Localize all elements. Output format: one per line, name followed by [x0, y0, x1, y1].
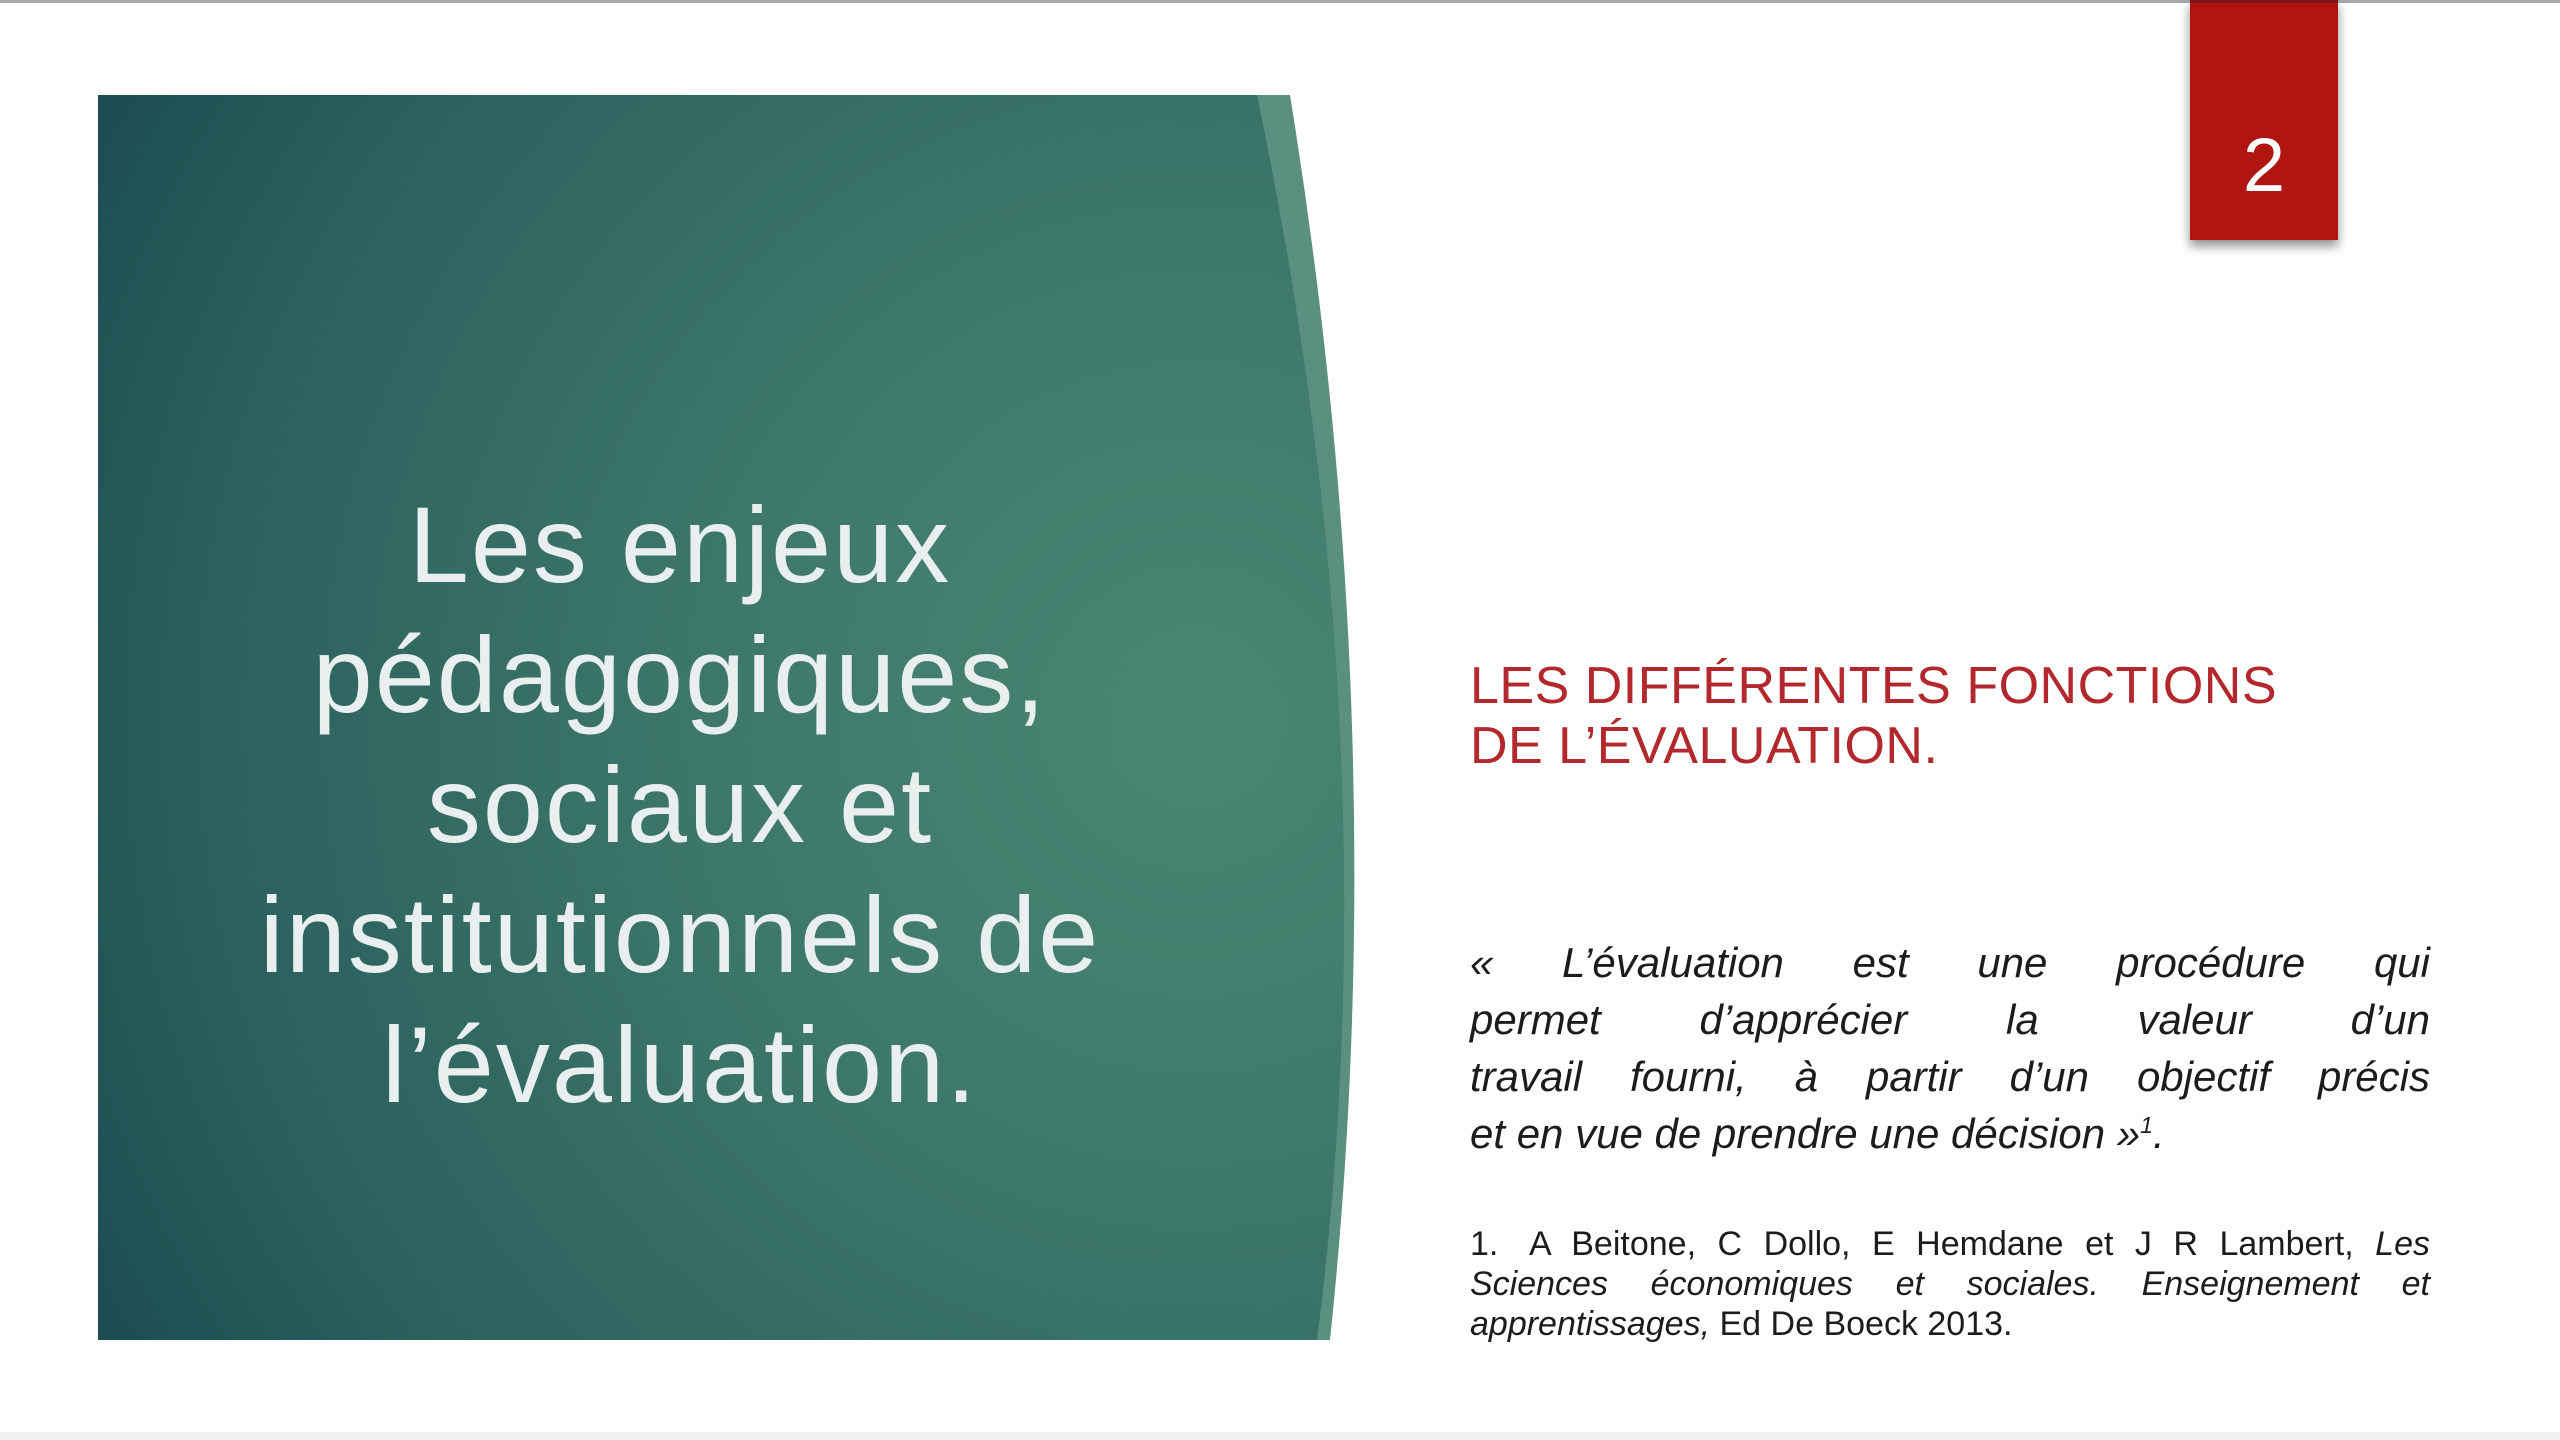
footnote-authors: A Beitone, C Dollo, E Hemdane et J R Lambert,	[1528, 1225, 2354, 1263]
slide-title	[60, 480, 1300, 1130]
footnote-line	[1470, 1264, 2430, 1304]
quote-line: travail fourni, à partir d’un objectif précis	[1470, 1053, 2430, 1100]
slide-title-line: institutionnels de	[259, 874, 1101, 995]
quote-paragraph	[1470, 934, 2430, 1162]
section-heading	[1470, 656, 2470, 776]
quote-line-last	[1470, 1105, 2430, 1162]
slide-title-line: l’évaluation.	[381, 1004, 979, 1125]
footnote-title-start: Les	[2375, 1225, 2430, 1263]
page-number-box	[2190, 0, 2338, 240]
footnote-title-end: apprentissages,	[1470, 1305, 1711, 1343]
quote-line: permet d’apprécier la valeur d’un	[1470, 996, 2430, 1043]
footnote-publisher: Ed De Boeck 2013.	[1719, 1305, 2013, 1343]
section-heading-line: DE L’ÉVALUATION.	[1470, 717, 1939, 775]
bottom-edge-strip	[0, 1432, 2560, 1440]
page-number: 2	[2242, 123, 2286, 208]
quote-end-period: .	[2153, 1110, 2165, 1157]
footnote-line-last	[1470, 1304, 2430, 1344]
slide-title-line: sociaux et	[426, 744, 934, 865]
section-heading-line: LES DIFFÉRENTES FONCTIONS	[1470, 657, 2278, 715]
footnote-line	[1470, 1224, 2430, 1264]
slide-title-line: pédagogiques,	[312, 614, 1048, 735]
slide-title-line: Les enjeux	[408, 484, 952, 605]
quote-line: « L’évaluation est une procédure qui	[1470, 939, 2430, 986]
footnote-ref-superscript: 1	[2140, 1112, 2153, 1138]
quote-last-text: et en vue de prendre une décision »	[1470, 1110, 2141, 1157]
footnote-title-middle: Sciences économiques et sociales. Enseignement et	[1470, 1265, 2430, 1303]
top-edge-strip	[0, 0, 2560, 3]
title-panel	[98, 95, 1356, 1340]
footnote-number: 1.	[1470, 1225, 1499, 1263]
footnote-paragraph	[1470, 1224, 2430, 1344]
